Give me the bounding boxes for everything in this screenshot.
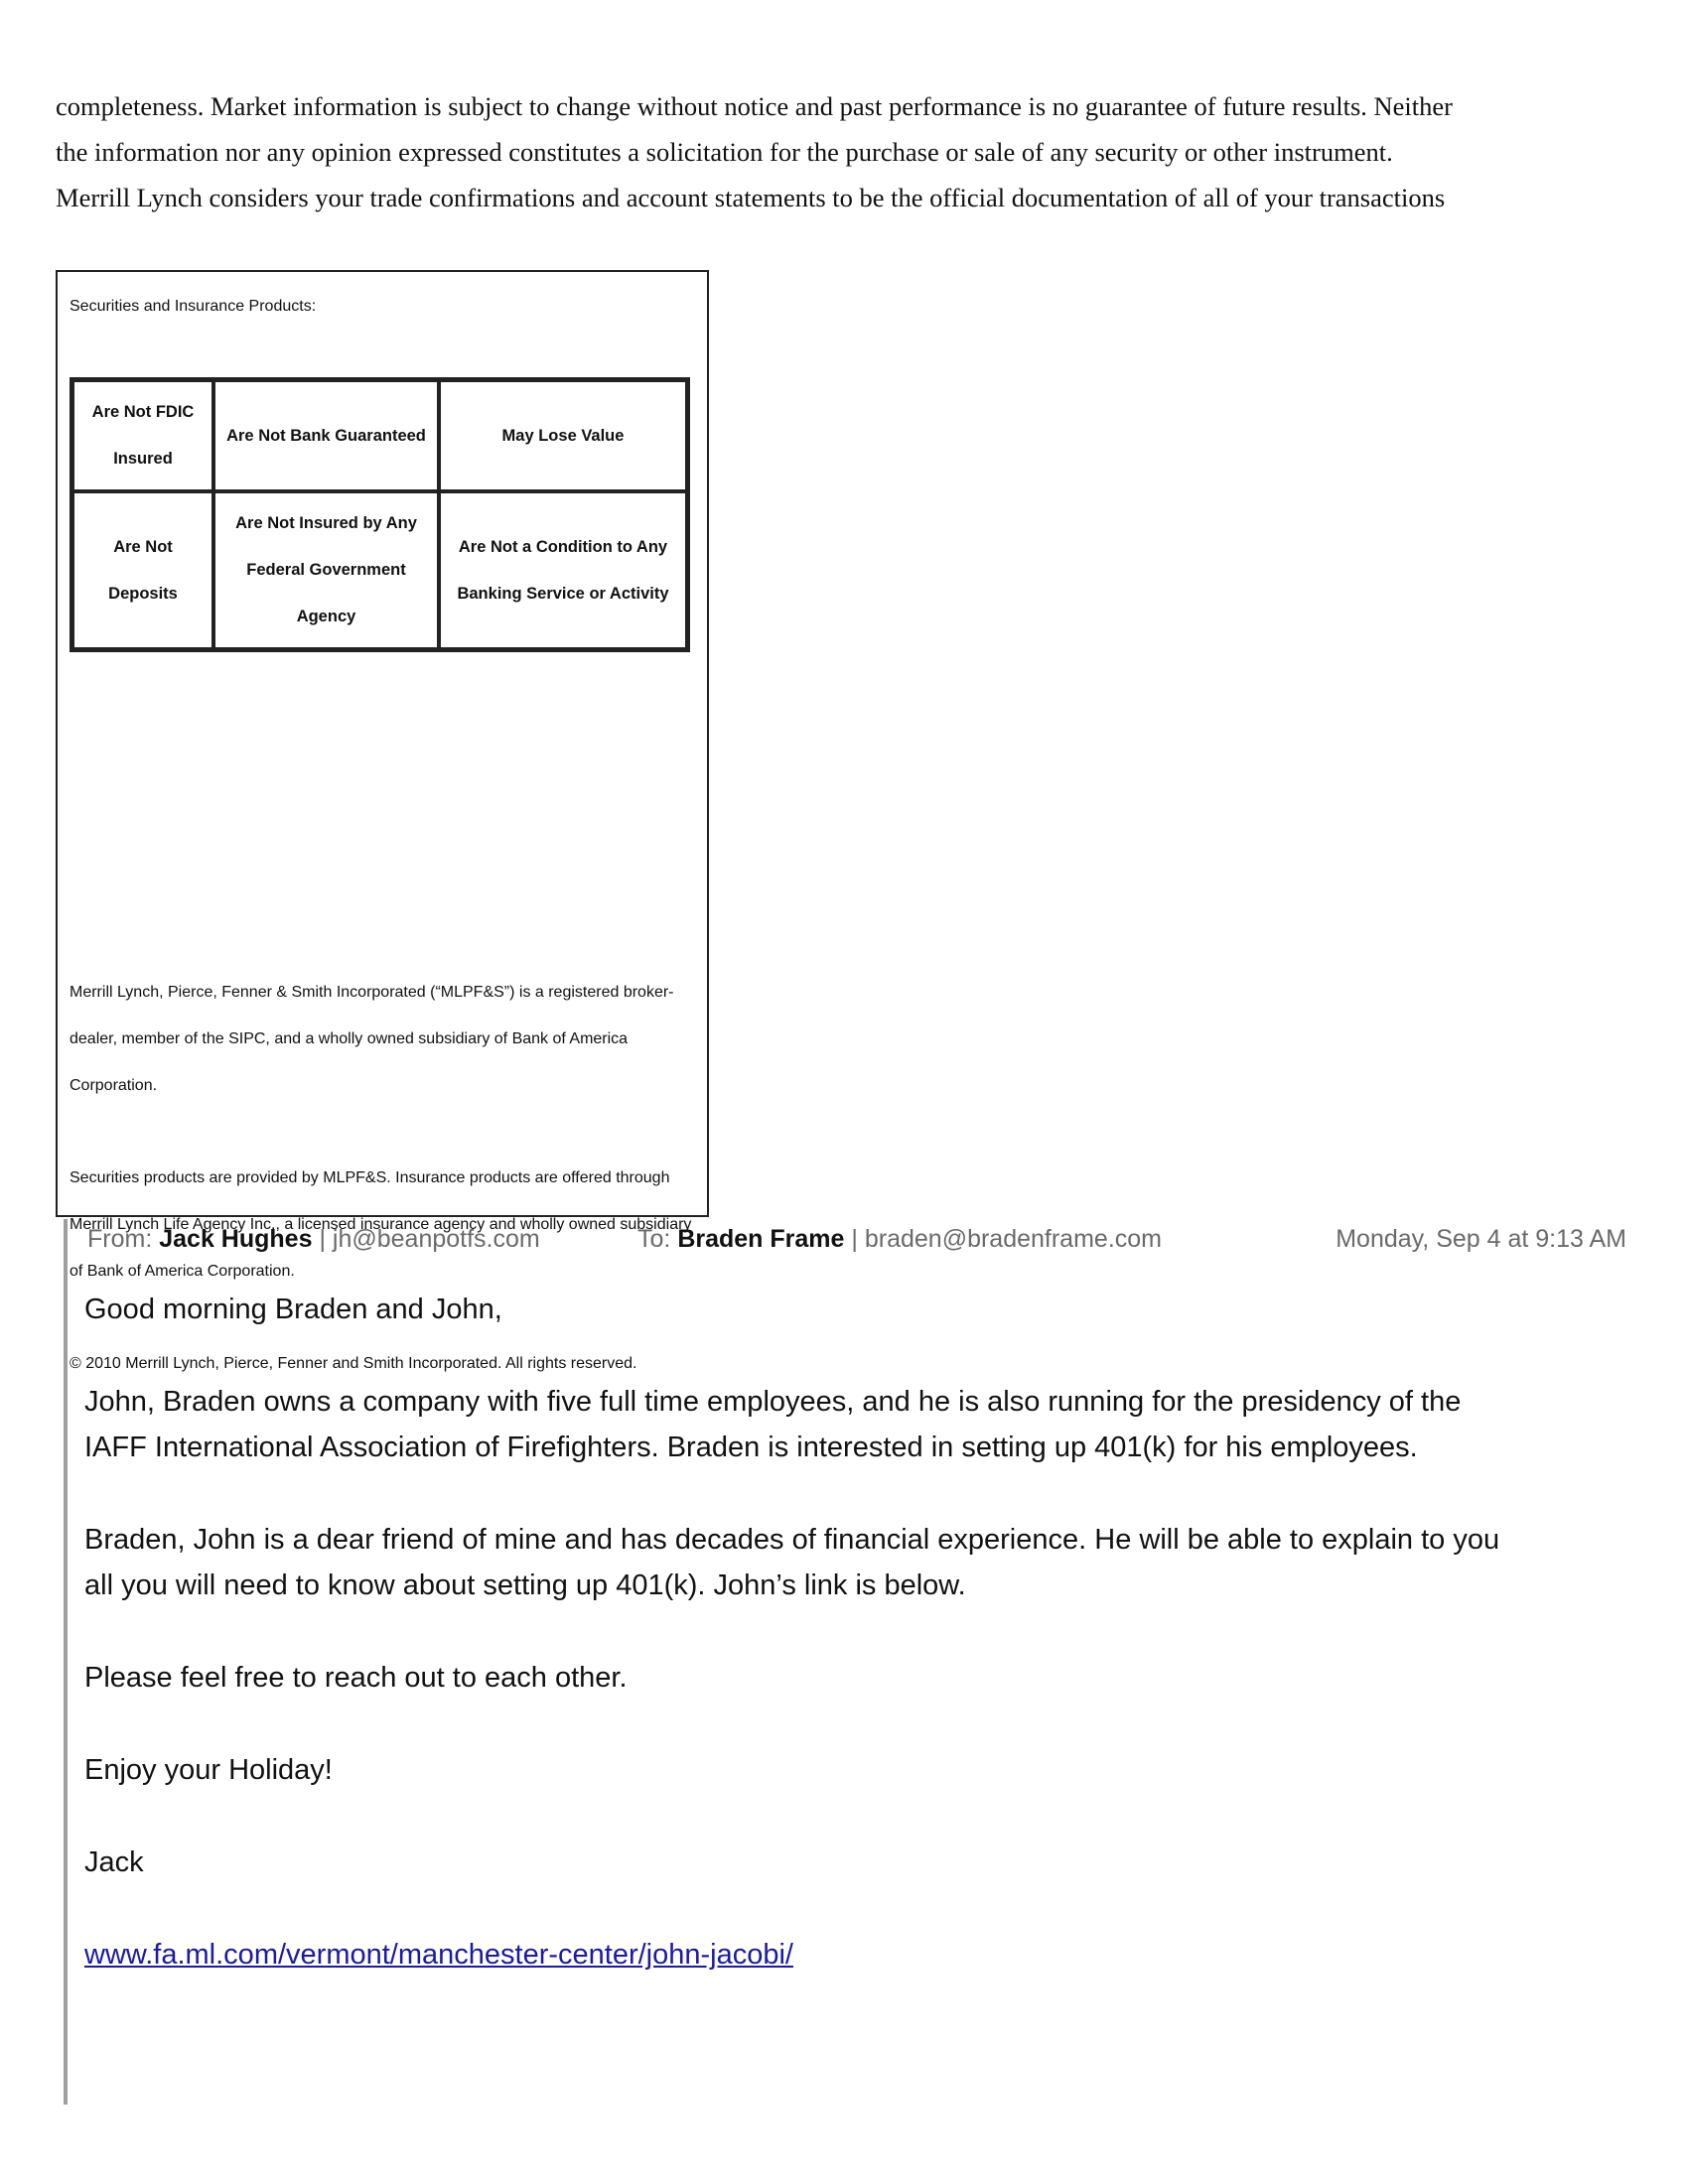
email-line: IAFF International Association of Firefighters. Braden is interested in setting up 401(k) for his employees. bbox=[84, 1432, 1418, 1463]
sender-email[interactable]: jh@beanpotfs.com bbox=[332, 1225, 540, 1253]
separator: | bbox=[319, 1225, 326, 1253]
email-line: John, Braden owns a company with five full time employees, and he is also running for the presidency of the bbox=[84, 1386, 1462, 1418]
advisor-link[interactable]: www.fa.ml.com/vermont/manchester-center/john-jacobi/ bbox=[84, 1939, 793, 1971]
table-cell: Are Not Deposits bbox=[72, 491, 213, 649]
email-paragraph: Enjoy your Holiday! bbox=[84, 1754, 333, 1786]
email-line: all you will need to know about setting up 401(k). John’s link is below. bbox=[84, 1570, 966, 1601]
intro-line: completeness. Market information is subject to change without notice and past performance is no guarantee of future results. Neither bbox=[56, 91, 1453, 121]
table-cell: Are Not a Condition to Any Banking Service or Activity bbox=[439, 491, 687, 649]
table-row bbox=[72, 491, 687, 649]
table-cell: Are Not FDIC Insured bbox=[72, 380, 213, 491]
email-link-line bbox=[84, 1932, 1633, 1978]
disclosure-paragraph: Securities products are provided by MLPF&S. Insurance products are offered through Merrill Lynch Life Agency Inc., a licensed insurance agency and wholly owned subsidiary of Bank of America Corporation. bbox=[70, 1169, 692, 1280]
email-to bbox=[637, 1225, 1162, 1254]
recipient-email[interactable]: braden@bradenframe.com bbox=[864, 1225, 1162, 1253]
email-paragraph bbox=[84, 1517, 1633, 1608]
disclosure-heading: Securities and Insurance Products: bbox=[70, 298, 317, 315]
email-signature: Jack bbox=[84, 1846, 144, 1878]
products-disclaimer-table bbox=[70, 377, 690, 652]
table-cell: Are Not Bank Guaranteed bbox=[213, 380, 439, 491]
email-body bbox=[84, 1287, 1633, 1978]
table-cell: Are Not Insured by Any Federal Government Agency bbox=[213, 491, 439, 649]
disclosure-paragraph: Merrill Lynch, Pierce, Fenner & Smith Incorporated (“MLPF&S”) is a registered broker-dealer, member of the SIPC, and a wholly owned subsidiary of Bank of America Corporation. bbox=[70, 984, 674, 1094]
email-greeting: Good morning Braden and John, bbox=[84, 1294, 502, 1325]
sender-name[interactable]: Jack Hughes bbox=[159, 1225, 313, 1253]
email-paragraph: Please feel free to reach out to each other. bbox=[84, 1662, 628, 1694]
separator: | bbox=[851, 1225, 858, 1253]
intro-disclaimer bbox=[56, 83, 1644, 220]
from-label: From: bbox=[87, 1225, 153, 1253]
intro-line: Merrill Lynch considers your trade confirmations and account statements to be the official documentation of all of your transactions bbox=[56, 183, 1446, 212]
email-line: Braden, John is a dear friend of mine and has decades of financial experience. He will be able to explain to you bbox=[84, 1524, 1500, 1556]
disclosure-paragraph: © 2010 Merrill Lynch, Pierce, Fenner and Smith Incorporated. All rights reserved. bbox=[70, 1355, 637, 1372]
to-label: To: bbox=[637, 1225, 671, 1253]
email-header bbox=[87, 1225, 1626, 1261]
recipient-name[interactable]: Braden Frame bbox=[677, 1225, 845, 1253]
email-date: Monday, Sep 4 at 9:13 AM bbox=[1336, 1225, 1626, 1253]
email-paragraph bbox=[84, 1379, 1633, 1470]
email-from bbox=[87, 1225, 540, 1254]
quote-rule bbox=[64, 1219, 68, 2105]
intro-line: the information nor any opinion expressed constitutes a solicitation for the purchase or sale of any security or other instrument. bbox=[56, 137, 1393, 167]
table-cell: May Lose Value bbox=[439, 380, 687, 491]
table-row bbox=[72, 380, 687, 491]
